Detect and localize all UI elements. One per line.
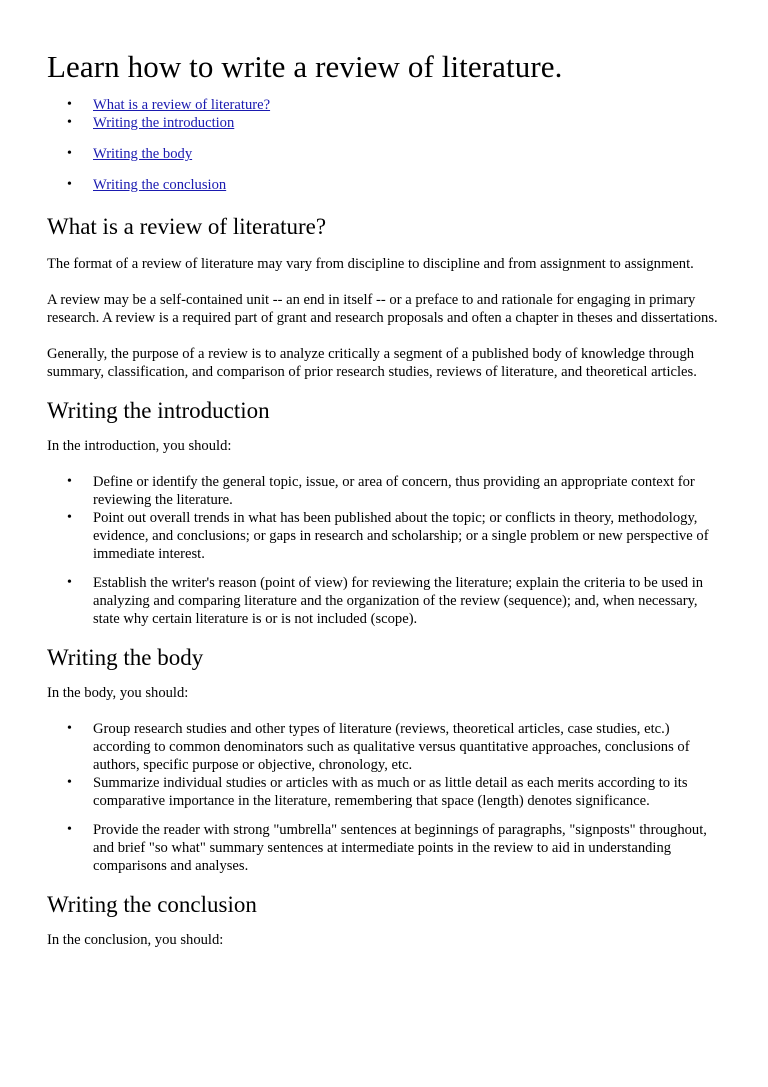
toc-item <box>47 145 727 163</box>
list-item-text: Point out overall trends in what has been published about the topic; or conflicts in theory, methodology, evidence, and conclusions; or gaps in research and scholarship; or a single problem or new perspective of immediate interest. <box>93 510 709 562</box>
list-item-text: Provide the reader with strong "umbrella" sentences at beginnings of paragraphs, "signposts" throughout, and brief "so what" summary sentences at intermediate points in the review to aid in understanding comparisons and analyses. <box>93 822 707 874</box>
section-heading-conclusion: Writing the conclusion <box>47 892 257 917</box>
page-title: Learn how to write a review of literature. <box>47 49 563 84</box>
list-item-text: Group research studies and other types of literature (reviews, theoretical articles, case studies, etc.) according to common denominators such as qualitative versus quantitative approaches, conclusions of authors, specific purpose or objective, chronology, etc. <box>93 721 690 773</box>
list-item <box>47 720 727 774</box>
list-item <box>47 774 727 810</box>
toc-link-conclusion[interactable]: Writing the conclusion <box>93 177 227 193</box>
toc-link-body[interactable]: Writing the body <box>93 146 193 162</box>
list-item <box>47 574 727 628</box>
list-item <box>47 509 727 563</box>
bullet-icon: • <box>67 575 72 590</box>
toc-item <box>47 96 727 114</box>
toc-item <box>47 114 727 132</box>
section-lead-text: In the conclusion, you should: <box>47 932 224 948</box>
bullet-icon: • <box>67 97 72 112</box>
bullet-icon: • <box>67 474 72 489</box>
introduction-list <box>47 473 727 628</box>
list-item-text: Establish the writer's reason (point of view) for reviewing the literature; explain the criteria to be used in analyzing and comparing literature and the organization of the review (sequence); and, when necessary, state why certain literature is or is not included (scope). <box>93 575 704 627</box>
bullet-icon: • <box>67 721 72 736</box>
list-item <box>47 821 727 875</box>
toc-link-introduction[interactable]: Writing the introduction <box>93 115 235 131</box>
bullet-icon: • <box>67 115 72 130</box>
toc-link-what-is-review[interactable]: What is a review of literature? <box>93 97 271 113</box>
bullet-icon: • <box>67 822 72 837</box>
table-of-contents <box>47 96 727 194</box>
bullet-icon: • <box>67 775 72 790</box>
section-lead-text: In the body, you should: <box>47 685 189 701</box>
section-heading-introduction: Writing the introduction <box>47 398 270 423</box>
toc-item <box>47 176 727 194</box>
paragraph: A review may be a self-contained unit -- an end in itself -- or a preface to and rationale for engaging in primary research. A review is a required part of grant and research proposals and often a chapter in theses and dissertations. <box>47 292 718 326</box>
list-item <box>47 473 727 509</box>
bullet-icon: • <box>67 177 72 192</box>
body-list <box>47 720 727 875</box>
section-lead-text: In the introduction, you should: <box>47 438 232 454</box>
paragraph: Generally, the purpose of a review is to analyze critically a segment of a published body of knowledge through summary, classification, and comparison of prior research studies, reviews of literature, and theoretical articles. <box>47 346 697 380</box>
paragraph: The format of a review of literature may vary from discipline to discipline and from assignment to assignment. <box>47 256 694 272</box>
list-item-text: Define or identify the general topic, issue, or area of concern, thus providing an appropriate context for reviewing the literature. <box>93 474 695 508</box>
section-heading-body: Writing the body <box>47 645 204 670</box>
bullet-icon: • <box>67 510 72 525</box>
document-page <box>47 0 727 949</box>
section-heading-what-is-review: What is a review of literature? <box>47 214 327 239</box>
bullet-icon: • <box>67 146 72 161</box>
list-item-text: Summarize individual studies or articles with as much or as little detail as each merits according to its comparative importance in the literature, remembering that space (length) denotes significance. <box>93 775 688 809</box>
